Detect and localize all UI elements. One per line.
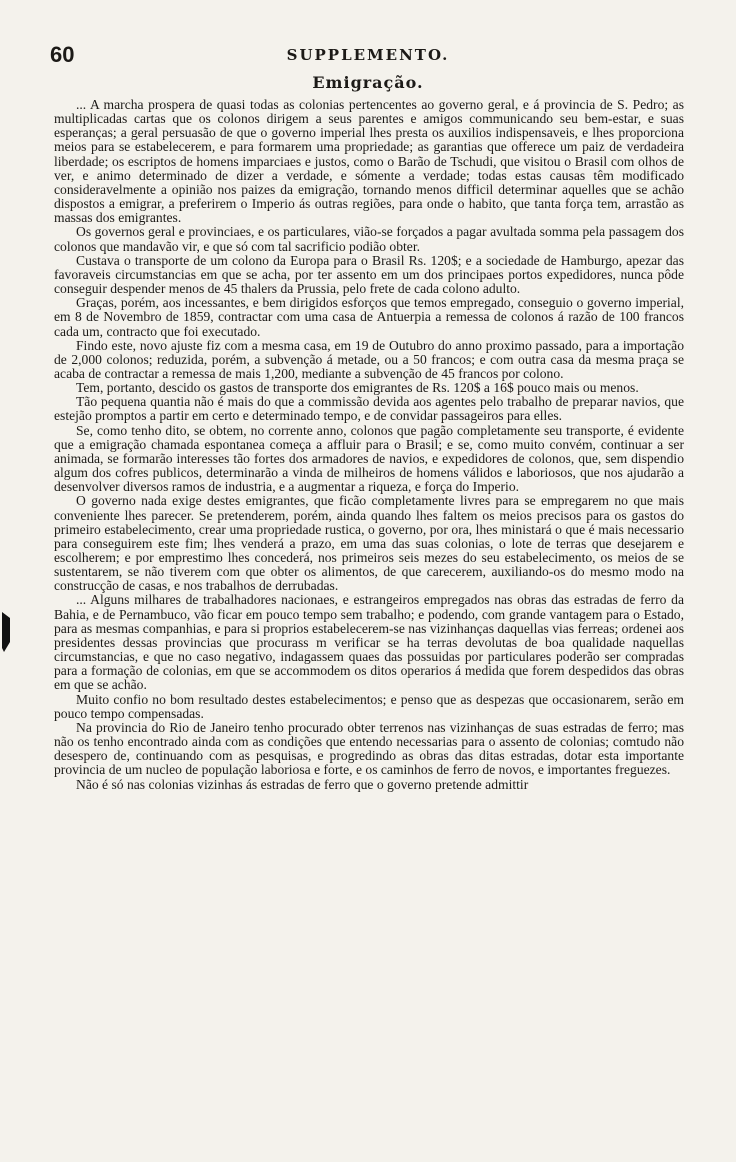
paragraph: Na provincia do Rio de Janeiro tenho procurado obter terrenos nas vizinhanças de suas estradas de ferro; mas não os tenho encontrado ainda com as condições que entendo necessarias para o assento de colonias; comtudo não desespero de, continuando com as pesquisas, e progredindo as obras das ditas estradas, dotar esta importante provincia de um nucleo de população laboriosa e forte, e os caminhos de ferro de novos, e importantes freguezes. xyxy=(54,719,684,778)
paragraph: Tem, portanto, descido os gastos de transporte dos emigrantes de Rs. 120$ a 16$ pouco mais ou menos. xyxy=(76,380,639,396)
paragraph: Graças, porém, aos incessantes, e bem dirigidos esforços que temos empregado, conseguio o governo imperial, em 8 de Novembro de 1859, contractar com uma casa de Antuerpia a remessa de colonos á razão de 100 francos cada um, contracto que foi executado. xyxy=(54,295,684,339)
section-title: Emigração. xyxy=(312,73,424,92)
page-number: 60 xyxy=(50,42,75,67)
margin-ink-mark xyxy=(0,608,12,654)
paragraph: Tão pequena quantia não é mais do que a commissão devida aos agentes pelo trabalho de preparar navios, que estejão promptos a partir em certo e determinado tempo, e de convidar passageiros para elles. xyxy=(54,394,684,424)
paragraph: ... Alguns milhares de trabalhadores nacionaes, e estrangeiros empregados nas obras das estradas de ferro da Bahia, e de Pernambuco, vão ficar em pouco tempo sem trabalho; e podendo, com grande vantagem para o Estado, para as mesmas companhias, e para si proprios estabelecerem-se nas vizinhanças daquellas vias ferreas; ordenei aos presidentes dessas provincias que procurass m verificar se ha terras devolutas de boa qualidade naquellas circumstancias, e que no caso negativo, indagassem quaes das possuidas por particulares poderão ser compradas para a formação de colonias, em que se accommodem os ditos operarios á medida que forem despedidos das obras em que se achão. xyxy=(54,592,684,693)
paragraph: ... A marcha prospera de quasi todas as colonias pertencentes ao governo geral, e á provincia de S. Pedro; as multiplicadas cartas que os colonos dirigem a seus parentes e amigos communicando seu bem-estar, e suas esperanças; a geral persuasão de que o governo imperial lhes presta os auxilios indispensaveis, e lhes proporciona meios para se estabelecerem, e para formarem uma propriedade; as garantias que offerece um paiz de verdadeira liberdade; os escriptos de homens imparciaes e justos, como o Barão de Tschudi, que visitou o Brasil com olhos de ver, e animo determinado de dizer a verdade, e sómente a verdade; todas estas causas têm modificado consideravelmente a opinião nos paizes da emigração, tornando menos difficil determinar aquelles que se achão dispostos a emigrar, a preferirem o Imperio ás outras regiões, para onde o habito, que tanta força tem, arrastão as massas dos emigrantes. xyxy=(54,97,684,226)
running-head: SUPPLEMENTO. xyxy=(286,46,450,64)
paragraph: Se, como tenho dito, se obtem, no corrente anno, colonos que pagão completamente seu transporte, é evidente que a emigração chamada espontanea começa a affluir para o Brasil; e se, como muito convém, continuar a ser animada, se formarão interesses tão fortes dos armadores de navios, e expedidores de colonos, que, sem dispendio algum dos cofres publicos, determinarão a vinda de milheiros de homens válidos e laboriosos, que nos ajudarão a desenvolver diversos ramos de industria, e a augmentar a riqueza, e força do Imperio. xyxy=(54,422,684,495)
paragraph: O governo nada exige destes emigrantes, que ficão completamente livres para se empregarem no que mais conveniente lhes parecer. Se pretenderem, porém, ainda quando lhes faltem os meios precisos para os gastos do primeiro estabelecimento, crear uma propriedade rustica, o governo, por ora, lhes ministará o que é mais necessario para conseguirem este fim; lhes venderá a prazo, em uma das suas colonias, o lote de terras que desejarem e escolherem; e por emprestimo lhes concederá, nos primeiros seis mezes do seu estabelecimento, os meios de se sustentarem, se não tiverem com que obter os alimentos, de que carecerem, auxiliando-os do mesmo modo na construcção de casas, e nos trabalhos de derrubadas. xyxy=(54,493,684,594)
paragraph: Muito confio no bom resultado destes estabelecimentos; e penso que as despezas que occasionarem, serão em pouco tempo compensadas. xyxy=(54,691,684,721)
page-header xyxy=(50,42,686,72)
paragraph: Custava o transporte de um colono da Europa para o Brasil Rs. 120$; e a sociedade de Hamburgo, apezar das favoraveis circumstancias em que se acha, por ter assento em um dos principaes portos expedidores, nunca pôde conseguir despender menos de 45 thalers da Prussia, pelo frete de cada colono adulto. xyxy=(54,252,684,297)
paragraph: Os governos geral e provinciaes, e os particulares, vião-se forçados a pagar avultada somma pela passagem dos colonos que mandavão vir, e que só com tal sacrificio podião obter. xyxy=(54,224,684,254)
body-text xyxy=(54,98,684,792)
paragraph: Findo este, novo ajuste fiz com a mesma casa, em 19 de Outubro do anno proximo passado, para a importação de 2,000 colonos; reduzida, porém, a subvenção á metade, ou a 50 francos; e com outra casa da mesma praça se acaba de contractar a remessa de mais 1,200, mediante a subvenção de 45 francos por colono. xyxy=(54,337,684,381)
paragraph: Não é só nas colonias vizinhas ás estradas de ferro que o governo pretende admittir xyxy=(76,776,529,792)
